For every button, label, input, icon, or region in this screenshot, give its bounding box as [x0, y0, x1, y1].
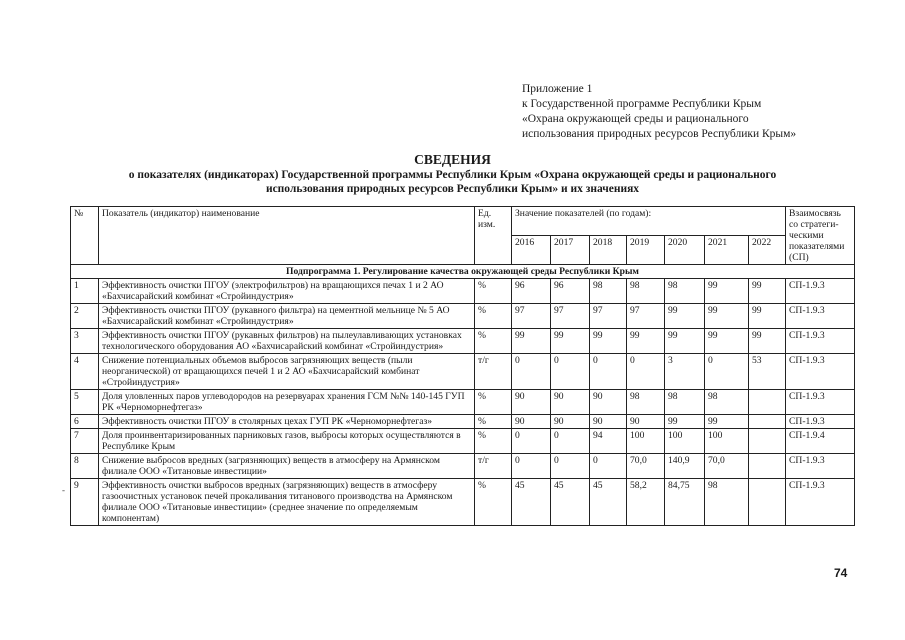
table-row [71, 415, 855, 429]
row-number: 3 [71, 329, 99, 354]
indicator-name: Эффективность очистки выбросов вредных (загрязняющих) веществ в атмосферу газоочистных установок печей прокаливания титанового производства на Армянском филиале ООО «Титановые инвестиции» (среднее значение по определяемым компонентам) [99, 479, 475, 526]
annex-line-4: использования природных ресурсов Республики Крым» [522, 128, 797, 140]
year-header: 2016 [512, 236, 551, 265]
row-number: 6 [71, 415, 99, 429]
value-2017: 97 [551, 304, 590, 329]
value-2019: 0 [627, 354, 665, 390]
value-2016: 0 [512, 429, 551, 454]
value-2021: 70,0 [705, 454, 749, 479]
value-2020: 100 [665, 429, 705, 454]
unit-cell: % [475, 415, 512, 429]
table-row [71, 354, 855, 390]
title-heading: СВЕДЕНИЯ [414, 152, 491, 167]
value-2017: 0 [551, 354, 590, 390]
table-row [71, 390, 855, 415]
table-row [71, 329, 855, 354]
strategic-indicator: СП-1.9.3 [786, 329, 855, 354]
section-row [71, 265, 855, 279]
value-2020: 98 [665, 390, 705, 415]
value-2022 [749, 454, 786, 479]
strategic-indicator: СП-1.9.4 [786, 429, 855, 454]
indicator-name: Эффективность очистки ПГОУ в столярных цехах ГУП РК «Черноморнефтегаз» [99, 415, 475, 429]
title-line-2: использования природных ресурсов Республики Крым» и их значениях [265, 183, 640, 195]
value-2020: 99 [665, 329, 705, 354]
value-2020: 99 [665, 304, 705, 329]
value-2018: 97 [590, 304, 627, 329]
header-row [71, 207, 855, 236]
value-2022: 53 [749, 354, 786, 390]
header-num: № [71, 207, 99, 265]
value-2022 [749, 479, 786, 526]
annex-reference [522, 82, 796, 142]
value-2020: 98 [665, 279, 705, 304]
indicator-name: Эффективность очистки ПГОУ (рукавного фильтра) на цементной мельнице № 5 АО «Бахчисарайский комбинат «Стройиндустрия» [99, 304, 475, 329]
margin-mark: - [62, 485, 65, 495]
value-2021: 98 [705, 390, 749, 415]
table-row [71, 479, 855, 526]
value-2016: 0 [512, 454, 551, 479]
indicator-name: Снижение потенциальных объемов выбросов загрязняющих веществ (пыли неорганической) от вращающихся печей 1 и 2 АО «Бахчисарайский комбинат «Стройиндустрия» [99, 354, 475, 390]
annex-line-2: к Государственной программе Республики Крым [522, 98, 762, 110]
value-2020: 140,9 [665, 454, 705, 479]
value-2018: 45 [590, 479, 627, 526]
value-2022: 99 [749, 329, 786, 354]
strategic-indicator: СП-1.9.3 [786, 479, 855, 526]
indicator-name: Снижение выбросов вредных (загрязняющих) веществ в атмосферу на Армянском филиале ООО «Титановые инвестиции» [99, 454, 475, 479]
value-2020: 84,75 [665, 479, 705, 526]
annex-line-3: «Охрана окружающей среды и рационального [522, 113, 749, 125]
unit-cell: % [475, 390, 512, 415]
value-2021: 100 [705, 429, 749, 454]
header-relation: Взаимосвязь со стратеги-ческими показателями (СП) [786, 207, 855, 265]
value-2017: 90 [551, 390, 590, 415]
value-2022: 99 [749, 304, 786, 329]
page-number: 74 [834, 566, 848, 580]
value-2016: 45 [512, 479, 551, 526]
table-row [71, 304, 855, 329]
year-header: 2020 [665, 236, 705, 265]
value-2016: 97 [512, 304, 551, 329]
value-2019: 98 [627, 279, 665, 304]
value-2022 [749, 415, 786, 429]
unit-cell: т/г [475, 454, 512, 479]
value-2021: 99 [705, 415, 749, 429]
row-number: 1 [71, 279, 99, 304]
value-2017: 96 [551, 279, 590, 304]
value-2019: 99 [627, 329, 665, 354]
unit-cell: % [475, 329, 512, 354]
strategic-indicator: СП-1.9.3 [786, 279, 855, 304]
value-2016: 99 [512, 329, 551, 354]
unit-cell: т/г [475, 354, 512, 390]
value-2019: 70,0 [627, 454, 665, 479]
value-2016: 0 [512, 354, 551, 390]
value-2021: 99 [705, 304, 749, 329]
value-2018: 99 [590, 329, 627, 354]
strategic-indicator: СП-1.9.3 [786, 415, 855, 429]
year-header: 2017 [551, 236, 590, 265]
strategic-indicator: СП-1.9.3 [786, 354, 855, 390]
value-2020: 99 [665, 415, 705, 429]
value-2017: 45 [551, 479, 590, 526]
value-2019: 98 [627, 390, 665, 415]
header-indicator: Показатель (индикатор) наименование [99, 207, 475, 265]
value-2017: 99 [551, 329, 590, 354]
section-title: Подпрограмма 1. Регулирование качества окружающей среды Республики Крым [71, 265, 855, 279]
header-unit: Ед. изм. [475, 207, 512, 265]
year-header: 2018 [590, 236, 627, 265]
value-2022 [749, 429, 786, 454]
header-values: Значение показателей (по годам): [512, 207, 786, 236]
unit-cell: % [475, 479, 512, 526]
strategic-indicator: СП-1.9.3 [786, 454, 855, 479]
value-2022 [749, 390, 786, 415]
value-2019: 90 [627, 415, 665, 429]
value-2022: 99 [749, 279, 786, 304]
unit-cell: % [475, 279, 512, 304]
year-header: 2021 [705, 236, 749, 265]
value-2019: 100 [627, 429, 665, 454]
table-row [71, 429, 855, 454]
unit-cell: % [475, 429, 512, 454]
unit-cell: % [475, 304, 512, 329]
value-2021: 0 [705, 354, 749, 390]
value-2016: 96 [512, 279, 551, 304]
strategic-indicator: СП-1.9.3 [786, 390, 855, 415]
title-line-1: о показателях (индикаторах) Государственной программы Республики Крым «Охрана окружающей среды и рационального [128, 169, 777, 181]
table-row [71, 279, 855, 304]
indicator-name: Доля уловленных паров углеводородов на резервуарах хранения ГСМ №№ 140-145 ГУП РК «Черноморнефтегаз» [99, 390, 475, 415]
value-2017: 0 [551, 454, 590, 479]
document-title [0, 152, 905, 196]
row-number: 2 [71, 304, 99, 329]
value-2017: 0 [551, 429, 590, 454]
indicator-name: Доля проинвентаризированных парниковых газов, выбросы которых осуществляются в Республике Крым [99, 429, 475, 454]
strategic-indicator: СП-1.9.3 [786, 304, 855, 329]
year-header: 2022 [749, 236, 786, 265]
value-2018: 0 [590, 454, 627, 479]
indicator-name: Эффективность очистки ПГОУ (электрофильтров) на вращающихся печах 1 и 2 АО «Бахчисарайский комбинат «Стройиндустрия» [99, 279, 475, 304]
row-number: 4 [71, 354, 99, 390]
table-row [71, 454, 855, 479]
year-header: 2019 [627, 236, 665, 265]
value-2019: 97 [627, 304, 665, 329]
value-2021: 99 [705, 329, 749, 354]
row-number: 5 [71, 390, 99, 415]
value-2017: 90 [551, 415, 590, 429]
value-2018: 90 [590, 415, 627, 429]
value-2020: 3 [665, 354, 705, 390]
value-2018: 94 [590, 429, 627, 454]
row-number: 9 [71, 479, 99, 526]
row-number: 7 [71, 429, 99, 454]
indicators-table [70, 206, 855, 526]
value-2018: 0 [590, 354, 627, 390]
indicator-name: Эффективность очистки ПГОУ (рукавных фильтров) на пылеулавливающих установках технологического оборудования АО «Бахчисарайский комбинат «Стройиндустрия» [99, 329, 475, 354]
annex-line-1: Приложение 1 [522, 83, 593, 95]
value-2016: 90 [512, 390, 551, 415]
value-2019: 58,2 [627, 479, 665, 526]
row-number: 8 [71, 454, 99, 479]
value-2016: 90 [512, 415, 551, 429]
value-2021: 99 [705, 279, 749, 304]
value-2021: 98 [705, 479, 749, 526]
value-2018: 90 [590, 390, 627, 415]
value-2018: 98 [590, 279, 627, 304]
